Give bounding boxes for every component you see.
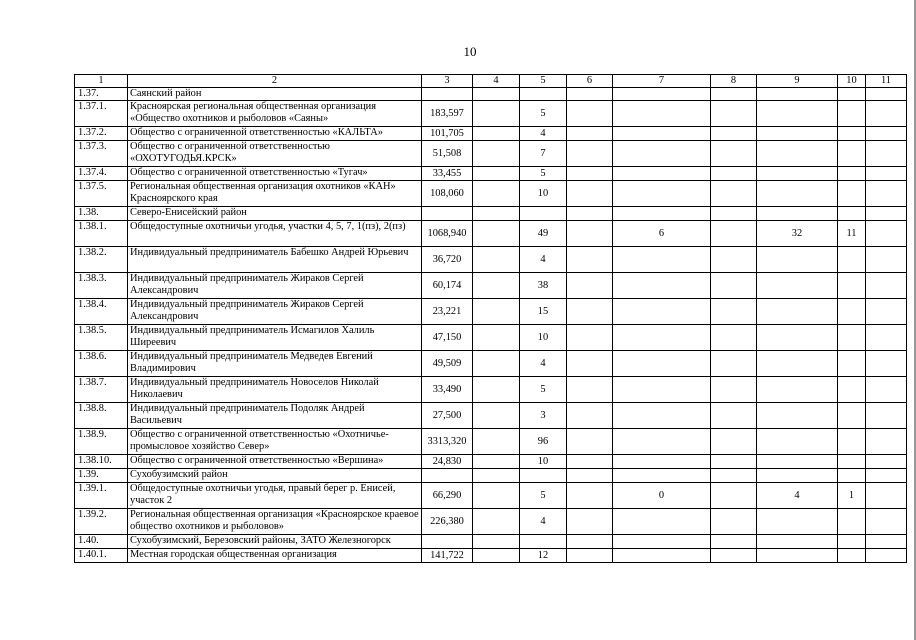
row-value-cell — [757, 325, 838, 351]
row-value-cell: 5 — [520, 167, 567, 181]
row-value-cell: 4 — [520, 509, 567, 535]
row-value-cell: 4 — [757, 483, 838, 509]
row-value-cell — [567, 127, 613, 141]
row-value-cell — [711, 549, 757, 563]
header-cell: 11 — [866, 75, 907, 88]
row-value-cell: 12 — [520, 549, 567, 563]
header-cell: 1 — [75, 75, 128, 88]
table-row — [75, 247, 907, 273]
row-name-cell: Индивидуальный предприниматель Жираков Сергей Александрович — [128, 273, 422, 299]
row-value-cell — [567, 377, 613, 403]
header-cell: 6 — [567, 75, 613, 88]
row-value-cell — [613, 207, 711, 221]
row-value-cell — [838, 127, 866, 141]
row-value-cell — [473, 181, 520, 207]
row-value-cell — [473, 207, 520, 221]
table-row — [75, 167, 907, 181]
row-value-cell — [613, 535, 711, 549]
row-value-cell — [567, 141, 613, 167]
row-value-cell — [613, 455, 711, 469]
row-value-cell — [757, 351, 838, 377]
row-value-cell — [866, 535, 907, 549]
row-value-cell: 183,597 — [422, 101, 473, 127]
row-value-cell: 4 — [520, 247, 567, 273]
row-value-cell: 11 — [838, 221, 866, 247]
row-value-cell — [473, 247, 520, 273]
row-code-cell: 1.37.1. — [75, 101, 128, 127]
row-name-cell: Индивидуальный предприниматель Бабешко Андрей Юрьевич — [128, 247, 422, 273]
row-value-cell — [866, 351, 907, 377]
row-value-cell — [866, 299, 907, 325]
row-value-cell — [757, 455, 838, 469]
row-code-cell: 1.38. — [75, 207, 128, 221]
row-value-cell: 60,174 — [422, 273, 473, 299]
row-value-cell: 7 — [520, 141, 567, 167]
row-value-cell — [757, 535, 838, 549]
row-value-cell — [473, 127, 520, 141]
table-row — [75, 549, 907, 563]
row-value-cell — [473, 429, 520, 455]
row-value-cell — [711, 535, 757, 549]
table-row — [75, 351, 907, 377]
row-value-cell — [711, 207, 757, 221]
row-value-cell: 32 — [757, 221, 838, 247]
row-value-cell: 5 — [520, 101, 567, 127]
row-value-cell: 96 — [520, 429, 567, 455]
row-value-cell — [567, 88, 613, 101]
row-value-cell: 36,720 — [422, 247, 473, 273]
row-value-cell: 101,705 — [422, 127, 473, 141]
row-value-cell — [567, 535, 613, 549]
row-value-cell — [711, 509, 757, 535]
row-value-cell — [757, 377, 838, 403]
row-value-cell: 1068,940 — [422, 221, 473, 247]
table-row — [75, 127, 907, 141]
table-row — [75, 273, 907, 299]
row-value-cell — [613, 141, 711, 167]
row-name-cell: Общедоступные охотничьи угодья, участки 4, 5, 7, 1(пз), 2(пз) — [128, 221, 422, 247]
row-value-cell — [520, 88, 567, 101]
row-value-cell — [757, 141, 838, 167]
table-row — [75, 101, 907, 127]
row-value-cell — [838, 549, 866, 563]
table-header-row — [75, 75, 907, 88]
row-value-cell — [866, 88, 907, 101]
row-value-cell — [520, 207, 567, 221]
row-code-cell: 1.38.3. — [75, 273, 128, 299]
row-value-cell — [838, 509, 866, 535]
table-row — [75, 469, 907, 483]
row-value-cell — [838, 101, 866, 127]
row-code-cell: 1.39.1. — [75, 483, 128, 509]
row-value-cell — [613, 299, 711, 325]
row-value-cell — [757, 88, 838, 101]
row-value-cell — [613, 181, 711, 207]
row-value-cell — [711, 469, 757, 483]
row-value-cell — [567, 351, 613, 377]
table-row — [75, 535, 907, 549]
row-value-cell: 4 — [520, 127, 567, 141]
row-value-cell — [473, 469, 520, 483]
row-name-cell: Общество с ограниченной ответственностью «Вершина» — [128, 455, 422, 469]
row-code-cell: 1.38.4. — [75, 299, 128, 325]
row-value-cell — [473, 221, 520, 247]
row-value-cell — [866, 207, 907, 221]
row-value-cell — [613, 167, 711, 181]
row-value-cell — [567, 167, 613, 181]
row-value-cell — [473, 273, 520, 299]
row-value-cell — [711, 299, 757, 325]
header-cell: 5 — [520, 75, 567, 88]
row-value-cell — [613, 325, 711, 351]
row-value-cell — [567, 483, 613, 509]
row-value-cell — [473, 141, 520, 167]
row-code-cell: 1.37.5. — [75, 181, 128, 207]
row-value-cell — [866, 403, 907, 429]
row-value-cell — [567, 549, 613, 563]
row-value-cell — [473, 403, 520, 429]
row-value-cell — [473, 88, 520, 101]
table-row — [75, 299, 907, 325]
row-value-cell — [613, 88, 711, 101]
row-name-cell: Общество с ограниченной ответственностью «Охотничье-промысловое хозяйство Север» — [128, 429, 422, 455]
row-value-cell: 27,500 — [422, 403, 473, 429]
row-value-cell — [711, 141, 757, 167]
row-value-cell — [613, 377, 711, 403]
row-value-cell — [711, 455, 757, 469]
row-value-cell — [866, 377, 907, 403]
row-value-cell — [757, 429, 838, 455]
row-value-cell — [567, 509, 613, 535]
row-value-cell — [838, 207, 866, 221]
row-code-cell: 1.39.2. — [75, 509, 128, 535]
row-value-cell — [838, 377, 866, 403]
row-value-cell — [613, 429, 711, 455]
row-value-cell — [757, 181, 838, 207]
row-value-cell — [567, 207, 613, 221]
row-value-cell: 49 — [520, 221, 567, 247]
table-row — [75, 181, 907, 207]
row-name-cell: Общество с ограниченной ответственностью «КАЛЬТА» — [128, 127, 422, 141]
row-value-cell: 10 — [520, 181, 567, 207]
row-value-cell — [567, 299, 613, 325]
row-value-cell — [757, 403, 838, 429]
row-name-cell: Индивидуальный предприниматель Исмагилов Халиль Ширеевич — [128, 325, 422, 351]
row-value-cell — [866, 469, 907, 483]
row-value-cell — [613, 549, 711, 563]
table-row — [75, 207, 907, 221]
row-value-cell — [567, 403, 613, 429]
row-code-cell: 1.40.1. — [75, 549, 128, 563]
row-name-cell: Общедоступные охотничьи угодья, правый берег р. Енисей, участок 2 — [128, 483, 422, 509]
row-value-cell — [520, 535, 567, 549]
row-value-cell: 4 — [520, 351, 567, 377]
row-value-cell: 141,722 — [422, 549, 473, 563]
row-value-cell — [711, 247, 757, 273]
row-code-cell: 1.38.9. — [75, 429, 128, 455]
row-name-cell: Сухобузимский район — [128, 469, 422, 483]
row-code-cell: 1.37. — [75, 88, 128, 101]
row-value-cell: 5 — [520, 483, 567, 509]
row-name-cell: Региональная общественная организация охотников «КАН» Красноярского края — [128, 181, 422, 207]
row-code-cell: 1.38.1. — [75, 221, 128, 247]
row-value-cell — [567, 181, 613, 207]
row-value-cell — [838, 535, 866, 549]
row-value-cell: 33,490 — [422, 377, 473, 403]
row-value-cell — [866, 101, 907, 127]
row-value-cell: 3 — [520, 403, 567, 429]
row-value-cell — [757, 167, 838, 181]
row-value-cell — [838, 351, 866, 377]
row-name-cell: Индивидуальный предприниматель Жираков Сергей Александрович — [128, 299, 422, 325]
row-value-cell — [757, 207, 838, 221]
row-value-cell — [838, 273, 866, 299]
row-value-cell — [866, 273, 907, 299]
row-value-cell — [473, 535, 520, 549]
data-table — [74, 74, 907, 563]
row-code-cell: 1.38.7. — [75, 377, 128, 403]
row-value-cell — [567, 429, 613, 455]
row-value-cell — [711, 377, 757, 403]
row-value-cell — [757, 469, 838, 483]
row-name-cell: Региональная общественная организация «Красноярское краевое общество охотников и рыболовов» — [128, 509, 422, 535]
row-name-cell: Сухобузимский, Березовский районы, ЗАТО Железногорск — [128, 535, 422, 549]
row-value-cell — [866, 455, 907, 469]
header-cell: 4 — [473, 75, 520, 88]
row-value-cell — [711, 429, 757, 455]
row-name-cell: Индивидуальный предприниматель Подоляк Андрей Васильевич — [128, 403, 422, 429]
row-value-cell — [838, 167, 866, 181]
row-value-cell — [473, 509, 520, 535]
row-code-cell: 1.38.5. — [75, 325, 128, 351]
row-code-cell: 1.38.8. — [75, 403, 128, 429]
row-value-cell — [866, 509, 907, 535]
row-value-cell — [473, 167, 520, 181]
row-value-cell — [613, 403, 711, 429]
table-row — [75, 429, 907, 455]
row-value-cell — [422, 469, 473, 483]
row-value-cell — [866, 167, 907, 181]
header-cell: 2 — [128, 75, 422, 88]
row-value-cell — [711, 221, 757, 247]
row-name-cell: Местная городская общественная организация — [128, 549, 422, 563]
row-value-cell — [866, 483, 907, 509]
row-value-cell — [866, 247, 907, 273]
row-value-cell — [422, 535, 473, 549]
table-row — [75, 325, 907, 351]
page-number: 10 — [463, 44, 477, 59]
row-value-cell — [567, 455, 613, 469]
row-value-cell — [711, 101, 757, 127]
row-value-cell — [838, 429, 866, 455]
row-name-cell: Северо-Енисейский район — [128, 207, 422, 221]
row-value-cell — [757, 509, 838, 535]
row-value-cell — [473, 325, 520, 351]
row-value-cell — [473, 351, 520, 377]
row-code-cell: 1.38.10. — [75, 455, 128, 469]
header-cell: 7 — [613, 75, 711, 88]
row-value-cell — [866, 549, 907, 563]
row-value-cell: 23,221 — [422, 299, 473, 325]
table-row — [75, 377, 907, 403]
row-name-cell: Индивидуальный предприниматель Новоселов Николай Николаевич — [128, 377, 422, 403]
row-value-cell — [711, 273, 757, 299]
row-value-cell: 38 — [520, 273, 567, 299]
row-value-cell — [567, 247, 613, 273]
row-value-cell — [757, 549, 838, 563]
row-value-cell: 5 — [520, 377, 567, 403]
row-value-cell: 108,060 — [422, 181, 473, 207]
row-value-cell — [473, 483, 520, 509]
table-row — [75, 88, 907, 101]
header-cell: 10 — [838, 75, 866, 88]
header-cell: 9 — [757, 75, 838, 88]
row-value-cell — [866, 325, 907, 351]
row-value-cell — [866, 141, 907, 167]
row-value-cell — [473, 101, 520, 127]
row-value-cell: 51,508 — [422, 141, 473, 167]
row-value-cell: 66,290 — [422, 483, 473, 509]
table-row — [75, 141, 907, 167]
row-value-cell — [711, 403, 757, 429]
row-value-cell — [866, 221, 907, 247]
row-code-cell: 1.37.2. — [75, 127, 128, 141]
row-value-cell: 10 — [520, 325, 567, 351]
row-value-cell — [838, 455, 866, 469]
row-value-cell — [567, 325, 613, 351]
row-value-cell — [473, 549, 520, 563]
row-value-cell — [711, 351, 757, 377]
header-cell: 8 — [711, 75, 757, 88]
row-value-cell — [866, 127, 907, 141]
row-value-cell — [757, 247, 838, 273]
table-row — [75, 221, 907, 247]
row-value-cell: 3313,320 — [422, 429, 473, 455]
row-value-cell — [473, 299, 520, 325]
table-row — [75, 455, 907, 469]
row-value-cell — [711, 325, 757, 351]
row-value-cell — [473, 455, 520, 469]
row-value-cell — [567, 273, 613, 299]
row-value-cell — [613, 127, 711, 141]
row-value-cell: 49,509 — [422, 351, 473, 377]
row-value-cell: 47,150 — [422, 325, 473, 351]
row-value-cell — [520, 469, 567, 483]
row-value-cell — [567, 101, 613, 127]
row-name-cell: Общество с ограниченной ответственностью «ОХОТУГОДЬЯ.КРСК» — [128, 141, 422, 167]
row-value-cell — [473, 377, 520, 403]
header-cell: 3 — [422, 75, 473, 88]
row-value-cell — [422, 88, 473, 101]
table-row — [75, 403, 907, 429]
row-name-cell: Саянский район — [128, 88, 422, 101]
row-value-cell — [838, 181, 866, 207]
row-value-cell — [866, 429, 907, 455]
row-name-cell: Индивидуальный предприниматель Медведев Евгений Владимирович — [128, 351, 422, 377]
row-value-cell — [711, 483, 757, 509]
row-value-cell — [838, 299, 866, 325]
row-value-cell — [613, 101, 711, 127]
row-value-cell — [613, 273, 711, 299]
row-value-cell — [838, 469, 866, 483]
row-value-cell: 226,380 — [422, 509, 473, 535]
row-value-cell — [757, 299, 838, 325]
row-value-cell: 1 — [838, 483, 866, 509]
row-value-cell — [711, 127, 757, 141]
row-value-cell — [613, 509, 711, 535]
row-code-cell: 1.40. — [75, 535, 128, 549]
row-value-cell: 33,455 — [422, 167, 473, 181]
table-row — [75, 509, 907, 535]
row-value-cell — [711, 181, 757, 207]
row-code-cell: 1.38.2. — [75, 247, 128, 273]
row-code-cell: 1.37.3. — [75, 141, 128, 167]
row-value-cell — [757, 273, 838, 299]
row-value-cell: 15 — [520, 299, 567, 325]
row-value-cell — [711, 88, 757, 101]
row-value-cell — [567, 221, 613, 247]
row-value-cell — [613, 247, 711, 273]
row-value-cell — [711, 167, 757, 181]
row-code-cell: 1.39. — [75, 469, 128, 483]
row-value-cell — [838, 88, 866, 101]
row-code-cell: 1.38.6. — [75, 351, 128, 377]
row-value-cell — [567, 469, 613, 483]
row-value-cell — [866, 181, 907, 207]
row-value-cell — [613, 469, 711, 483]
row-value-cell: 10 — [520, 455, 567, 469]
row-value-cell — [422, 207, 473, 221]
row-value-cell — [838, 403, 866, 429]
row-code-cell: 1.37.4. — [75, 167, 128, 181]
row-name-cell: Общество с ограниченной ответственностью «Тугач» — [128, 167, 422, 181]
row-value-cell — [838, 325, 866, 351]
row-value-cell: 6 — [613, 221, 711, 247]
table-row — [75, 483, 907, 509]
row-value-cell — [838, 247, 866, 273]
row-value-cell: 24,830 — [422, 455, 473, 469]
row-value-cell — [838, 141, 866, 167]
row-value-cell — [757, 127, 838, 141]
row-name-cell: Красноярская региональная общественная организация «Общество охотников и рыболовов «Саяны» — [128, 101, 422, 127]
row-value-cell — [613, 351, 711, 377]
row-value-cell: 0 — [613, 483, 711, 509]
row-value-cell — [757, 101, 838, 127]
